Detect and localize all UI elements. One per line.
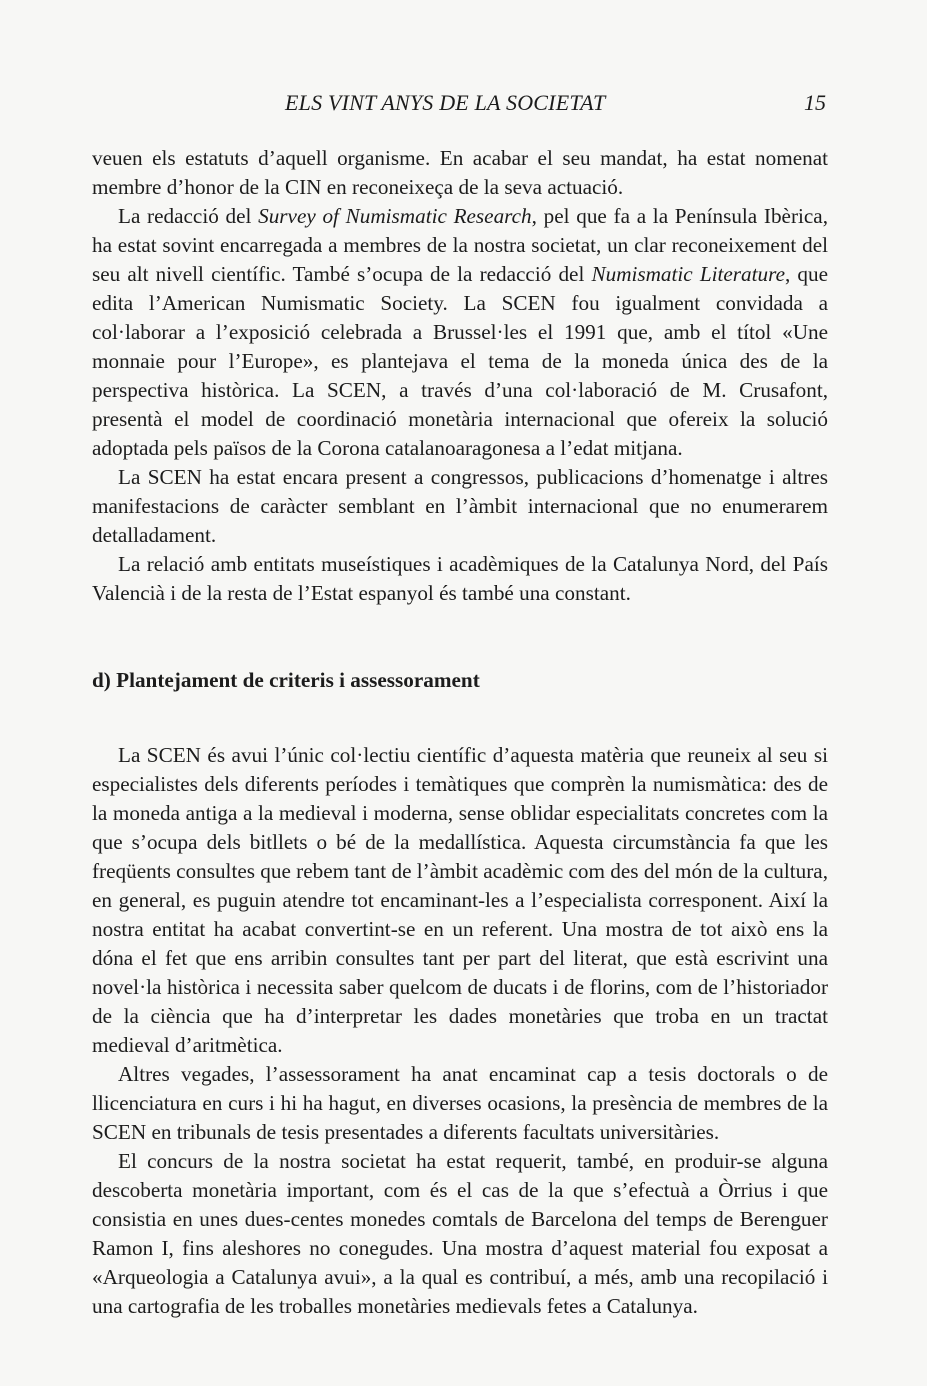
- text-run: La redacció del: [118, 204, 259, 228]
- title-numismatic-literature: Numismatic Literature: [591, 262, 785, 286]
- page-number: 15: [804, 90, 826, 115]
- body-text: [92, 144, 828, 1321]
- paragraph-congresses: La SCEN ha estat encara present a congressos, publicacions d’homenatge i altres manifestacions de caràcter semblant en l’àmbit internacional que no enumerarem detalladament.: [92, 465, 828, 547]
- running-header: [92, 86, 836, 122]
- title-survey: Survey of Numismatic Research: [258, 204, 532, 228]
- spacer: [92, 695, 828, 741]
- paragraph-specialists: La SCEN és avui l’únic col·lectiu científic d’aquesta matèria que reuneix al seu si especialistes dels diferents períodes i temàtiques que comprèn la numismàtica: des de la moneda antiga a la medieval i moderna, sense oblidar especialitats concretes com la que s’ocupa dels bitllets o bé de la medallística. Aquesta circumstància fa que les freqüents consultes que rebem tant de l’àmbit acadèmic com des del món de la cultura, en general, es puguin atendre tot encaminant-les a l’especialista corresponent. Així la nostra entitat ha acabat convertint-se en un referent. Una mostra de tot això ens la dóna el fet que ens arribin consultes tant per part del literat, que està escrivint una novel·la històrica i necessita saber quelcom de ducats i de florins, com de l’historiador de la ciència que ha d’interpretar les dades monetàries que troba en un tractat medieval d’aritmètica.: [92, 743, 828, 1057]
- text-run: , que edita l’American Numismatic Society. La SCEN fou igualment convidada a col·laborar a l’exposició celebrada a Brussel·les el 1991 que, amb el títol «Une monnaie pour l’Europe», es plantejava el tema de la moneda única des de la perspectiva històrica. La SCEN, a través d’una col·laboració de M. Crusafont, presentà el model de coordinació monetària internacional que ofereix la solució adoptada pels països de la Corona catalanoaragonesa a l’edat mitjana.: [92, 262, 829, 460]
- spacer: [92, 608, 828, 666]
- text-run: , pel que fa a la Península Ibèrica, ha estat sovint encarregada a membres de la nostra societat, un clar reconeixement del seu alt nivell científic. També s’ocupa de la redacció del: [92, 204, 829, 286]
- paragraph-discovery: El concurs de la nostra societat ha estat requerit, també, en produir-se alguna descoberta monetària important, com és el cas de la que s’efectuà a Òrrius i que consistia en unes dues-centes monedes comtals de Barcelona del temps de Berenguer Ramon I, fins aleshores no conegudes. Una mostra d’aquest material fou exposat a «Arqueologia a Catalunya avui», a la qual es contribuí, a més, amb una recopilació i una cartografia de les troballes monetàries medievals fetes a Catalunya.: [92, 1149, 828, 1318]
- running-title: ELS VINT ANYS DE LA SOCIETAT: [285, 90, 606, 115]
- paragraph-advisory: Altres vegades, l’assessorament ha anat encaminat cap a tesis doctorals o de llicenciatura en curs i hi ha hagut, en diverses ocasions, la presència de membres de la SCEN en tribunals de tesis presentades a diferents facultats universitàries.: [92, 1062, 828, 1144]
- paragraph-survey: [92, 202, 828, 463]
- section-heading: d) Plantejament de criteris i assessorament: [92, 668, 480, 692]
- paragraph-continued: veuen els estatuts d’aquell organisme. En acabar el seu mandat, ha estat nomenat membre d’honor de la CIN en reconeixeça de la seva actuació.: [92, 146, 828, 199]
- paragraph-relations: La relació amb entitats museístiques i acadèmiques de la Catalunya Nord, del País Valencià i de la resta de l’Estat espanyol és també una constant.: [92, 552, 828, 605]
